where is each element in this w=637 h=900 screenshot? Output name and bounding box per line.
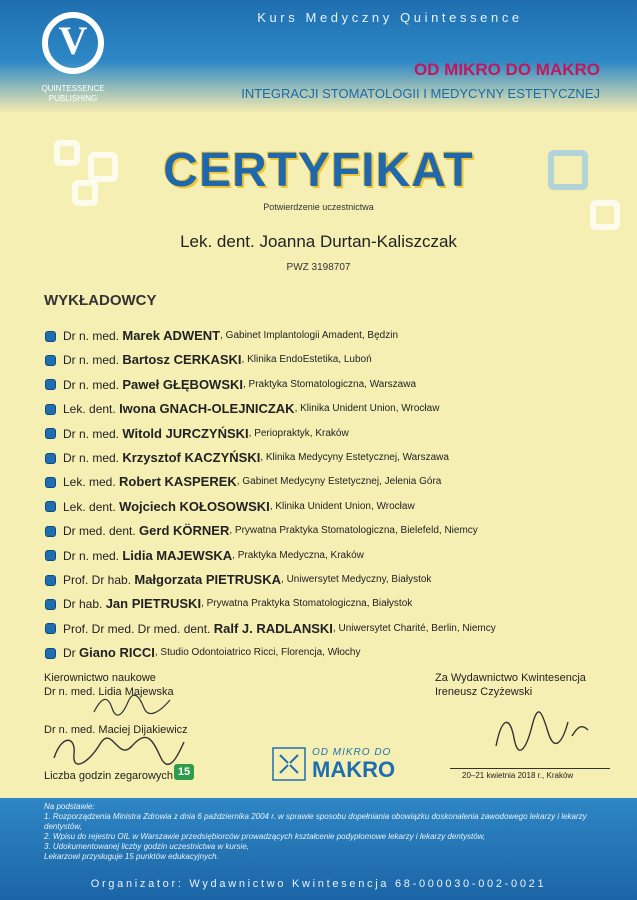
bullet-icon xyxy=(46,478,55,487)
lecturer-title: Dr med. dent. xyxy=(63,524,136,539)
bullet-icon xyxy=(46,600,55,609)
hours-badge: 15 xyxy=(174,764,194,780)
lecturer-affiliation: , Klinika Medycyny Estetycznej, Warszawa xyxy=(260,451,449,463)
lecturer-item xyxy=(46,397,496,421)
scientific-management-label: Kierownictwo naukowe xyxy=(44,672,156,684)
footer-note: Lekarzowi przysługuje 15 punktów edukacyjnych. xyxy=(44,852,219,861)
lecturers-list xyxy=(46,324,496,665)
lecturer-title: Dr n. med. xyxy=(63,353,120,368)
lecturer-title: Prof. Dr hab. xyxy=(63,572,132,587)
lecturer-affiliation: , Studio Odontoiatrico Ricci, Florencja, Włochy xyxy=(154,647,361,659)
lecturer-name: Marek ADWENT xyxy=(122,328,221,343)
lecturer-item xyxy=(46,544,496,568)
lecturer-item xyxy=(46,470,496,494)
lecturer-name: Robert KASPEREK xyxy=(119,474,237,490)
lecturers-heading: WYKŁADOWCY xyxy=(44,292,157,309)
lecturer-affiliation: , Klinika EndoEstetika, Luboń xyxy=(241,354,372,366)
mikro-makro-logo xyxy=(272,747,402,781)
lecturer-title: Dr n. med. xyxy=(63,450,120,465)
lecturer-title: Dr n. med. xyxy=(63,329,120,343)
footer-note: 1. Rozporządzenia Ministra Zdrowia z dnia 6 października 2004 r. w sprawie sposobu dopełniania obowiązku doskonalenia zawodowego lekarzy i lekarzy dentystów, xyxy=(44,812,587,831)
bullet-icon xyxy=(46,527,55,536)
lecturer-item xyxy=(46,495,496,519)
event-title: OD MIKRO DO MAKRO xyxy=(413,60,600,79)
mini-logo-bottom: MAKRO xyxy=(312,757,396,782)
mini-logo-top: OD MIKRO DO xyxy=(312,747,392,758)
lecturer-affiliation: , Prywatna Praktyka Stomatologiczna, Białystok xyxy=(201,598,413,610)
lecturer-item xyxy=(46,568,496,592)
footer-note: 2. Wpisu do rejestru OIL w Warszawie przedsiębiorców prowadzących kształcenie podyplomowe lekarzy i lekarzy dentystów, xyxy=(44,832,486,841)
lecturer-affiliation: , Uniwersytet Medyczny, Białystok xyxy=(281,573,432,585)
date-line xyxy=(450,768,610,769)
bullet-icon xyxy=(46,649,55,658)
lecturer-affiliation: , Praktyka Medyczna, Kraków xyxy=(232,549,364,561)
publisher-label: Za Wydawnictwo Kwintesencja xyxy=(435,672,586,684)
pwz-number: PWZ 3198707 xyxy=(286,262,351,273)
lecturer-item xyxy=(46,641,496,665)
bullet-icon xyxy=(46,502,55,511)
lecturer-item xyxy=(46,519,496,543)
lecturer-name: Gerd KÖRNER xyxy=(139,523,230,539)
footer-basis: Na podstawie: xyxy=(44,802,95,811)
bullet-icon xyxy=(46,454,55,463)
course-series-title: Kurs Medyczny Quintessence xyxy=(257,10,523,25)
lecturer-title: Lek. dent. xyxy=(63,499,116,514)
lecturer-affiliation: , Prywatna Praktyka Stomatologiczna, Bielefeld, Niemcy xyxy=(229,525,478,537)
confirmation-text: Potwierdzenie uczestnictwa xyxy=(263,202,374,212)
logo-vq-icon: V xyxy=(58,18,88,63)
lecturer-title: Dr n. med. xyxy=(63,377,120,392)
lecturer-title: Lek. dent. xyxy=(63,402,116,417)
logo-text-line-1: QUINTESSENCE xyxy=(41,84,105,93)
lecturer-affiliation: , Klinika Unident Union, Wrocław xyxy=(294,403,440,415)
logo-text xyxy=(28,84,118,104)
bullet-icon xyxy=(46,624,55,633)
arrows-icon xyxy=(272,747,306,781)
lecturer-item xyxy=(46,348,496,372)
lecturer-affiliation: , Klinika Unident Union, Wrocław xyxy=(269,500,415,512)
lecturer-name: Bartosz CERKASKI xyxy=(122,352,242,368)
lecturer-item xyxy=(46,617,496,641)
bullet-icon xyxy=(46,576,55,585)
bullet-icon xyxy=(46,429,55,438)
lecturer-name: Lidia MAJEWSKA xyxy=(122,547,233,563)
certificate-title: CERTYFIKAT xyxy=(163,144,474,197)
publisher-signatory: Ireneusz Czyżewski xyxy=(435,686,533,698)
signature-icon xyxy=(92,694,172,718)
scientific-manager-1: Dr n. med. Lidia Majewska xyxy=(44,686,174,698)
lecturer-item xyxy=(46,446,496,470)
lecturer-name: Witold JURCZYŃSKI xyxy=(122,425,249,441)
bullet-icon xyxy=(46,405,55,414)
footer-notes xyxy=(44,802,604,862)
bullet-icon xyxy=(46,356,55,365)
lecturer-name: Wojciech KOŁOSOWSKI xyxy=(119,498,270,514)
lecturer-name: Giano RICCI xyxy=(79,645,155,661)
event-subtitle: INTEGRACJI STOMATOLOGII I MEDYCYNY ESTETYCZNEJ xyxy=(241,86,600,101)
lecturer-name: Iwona GNACH-OLEJNICZAK xyxy=(119,401,295,417)
bullet-icon xyxy=(46,380,55,389)
quintessence-logo xyxy=(28,10,128,110)
scientific-manager-2: Dr n. med. Maciej Dijakiewicz xyxy=(44,724,188,736)
lecturer-title: Dr xyxy=(63,646,76,661)
lecturer-title: Lek. med. xyxy=(63,475,116,490)
footer-note: 3. Udokumentowanej liczby godzin uczestnictwa w kursie, xyxy=(44,842,249,851)
event-date: 20–21 kwietnia 2018 r., Kraków xyxy=(462,771,574,780)
organizer-line: Organizator: Wydawnictwo Kwintesencja 68-000030-002-0021 xyxy=(90,878,547,890)
lecturer-title: Dr hab. xyxy=(63,597,103,612)
lecturer-affiliation: , Praktyka Stomatologiczna, Warszawa xyxy=(243,378,417,390)
lecturer-name: Paweł GŁĘBOWSKI xyxy=(122,376,243,392)
signature-icon xyxy=(492,706,592,756)
lecturer-title: Dr n. med. xyxy=(63,548,120,563)
lecturer-item xyxy=(46,422,496,446)
lecturer-name: Małgorzata PIETRUSKA xyxy=(134,571,282,587)
lecturer-name: Krzysztof KACZYŃSKI xyxy=(122,449,261,465)
lecturer-affiliation: , Gabinet Medycyny Estetycznej, Jelenia Góra xyxy=(236,476,442,488)
lecturer-item xyxy=(46,592,496,616)
participant-name: Lek. dent. Joanna Durtan-Kaliszczak xyxy=(180,232,457,251)
bullet-icon xyxy=(46,332,55,341)
lecturer-item xyxy=(46,324,496,348)
lecturer-affiliation: , Gabinet Implantologii Amadent, Będzin xyxy=(220,330,399,341)
lecturer-affiliation: , Periopraktyk, Kraków xyxy=(248,427,349,439)
bullet-icon xyxy=(46,551,55,560)
lecturer-item xyxy=(46,373,496,397)
lecturer-title: Dr n. med. xyxy=(63,426,120,441)
signature-icon xyxy=(48,732,188,768)
lecturer-title: Prof. Dr med. Dr med. dent. xyxy=(63,621,211,636)
logo-text-line-2: PUBLISHING xyxy=(48,94,98,103)
lecturer-name: Ralf J. RADLANSKI xyxy=(213,620,333,636)
hours-label: Liczba godzin zegarowych xyxy=(44,770,174,782)
lecturer-affiliation: , Uniwersytet Charité, Berlin, Niemcy xyxy=(332,622,496,634)
lecturer-name: Jan PIETRUSKI xyxy=(105,596,202,612)
